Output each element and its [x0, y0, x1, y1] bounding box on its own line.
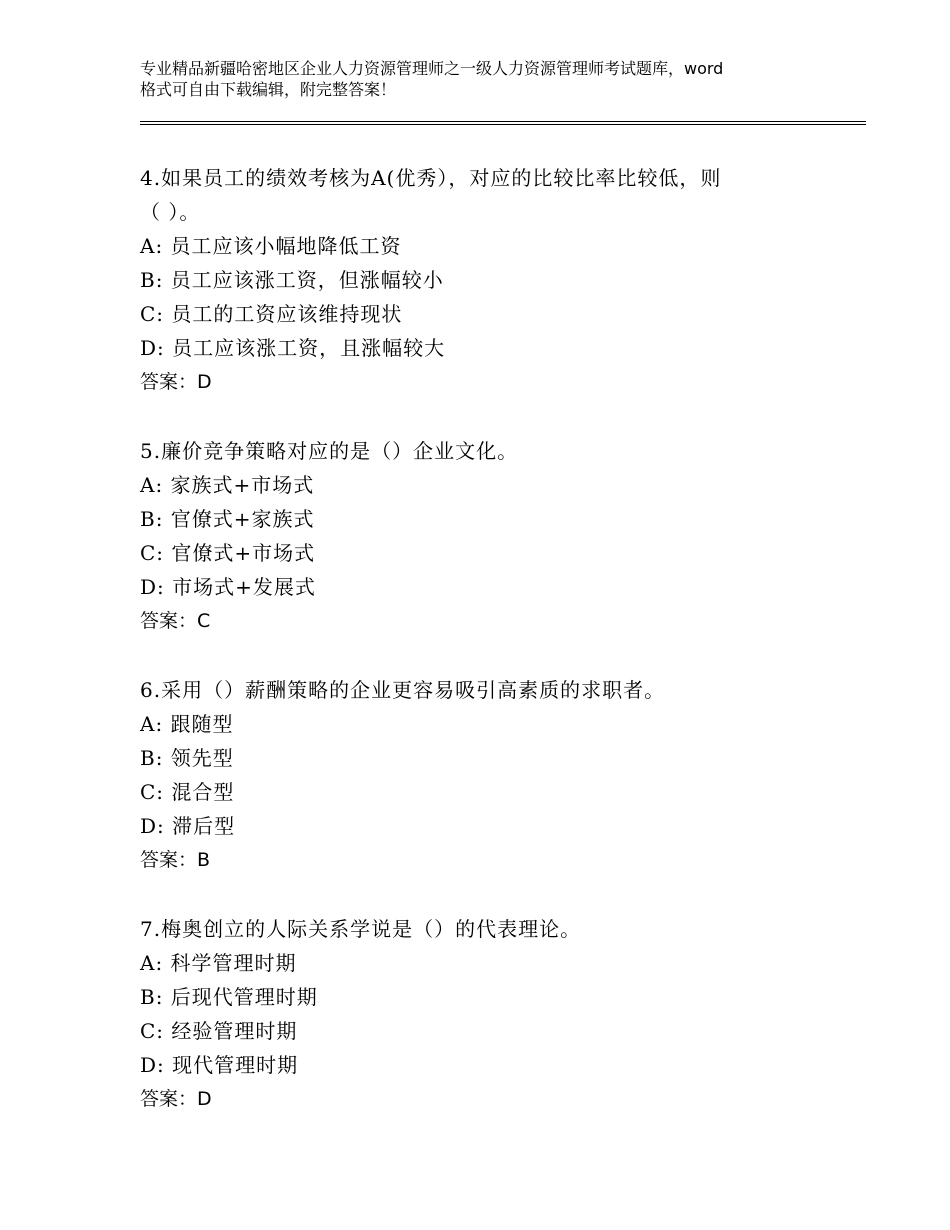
question-7 — [140, 912, 840, 1116]
header-title-line-2: 格式可自由下载编辑，附完整答案！ — [140, 80, 397, 99]
answer: 答案：C — [140, 610, 211, 632]
header-title-line-1: 专业精品新疆哈密地区企业人力资源管理师之一级人力资源管理师考试题库，word — [140, 59, 724, 78]
option-b: B: 后现代管理时期 — [140, 985, 318, 1009]
option-d: D: 现代管理时期 — [140, 1053, 299, 1077]
header-rule-top — [140, 121, 866, 122]
option-a: A: 跟随型 — [140, 712, 234, 736]
option-d: D: 滞后型 — [140, 814, 236, 838]
document-header — [140, 58, 840, 100]
question-stem: 7.梅奥创立的人际关系学说是（）的代表理论。 — [140, 917, 582, 941]
option-c: C: 官僚式+市场式 — [140, 541, 316, 565]
question-6 — [140, 673, 840, 877]
question-stem: 6.采用（）薪酬策略的企业更容易吸引高素质的求职者。 — [140, 678, 666, 702]
question-5 — [140, 434, 840, 638]
option-b: B: 员工应该涨工资，但涨幅较小 — [140, 268, 444, 292]
option-c: C: 混合型 — [140, 780, 235, 804]
question-stem-continued: （ ）。 — [140, 200, 201, 224]
answer: 答案：D — [140, 371, 212, 393]
option-b: B: 官僚式+家族式 — [140, 507, 315, 531]
option-a: A: 家族式+市场式 — [140, 473, 315, 497]
option-a: A: 员工应该小幅地降低工资 — [140, 234, 402, 258]
option-a: A: 科学管理时期 — [140, 951, 297, 975]
question-4 — [140, 161, 840, 399]
header-rule-bottom — [140, 124, 866, 125]
question-stem: 4.如果员工的绩效考核为A(优秀），对应的比较比率比较低，则 — [140, 166, 722, 190]
option-c: C: 经验管理时期 — [140, 1019, 298, 1043]
question-stem: 5.廉价竞争策略对应的是（）企业文化。 — [140, 439, 519, 463]
answer: 答案：D — [140, 1088, 212, 1110]
option-b: B: 领先型 — [140, 746, 234, 770]
option-c: C: 员工的工资应该维持现状 — [140, 302, 403, 326]
option-d: D: 员工应该涨工资，且涨幅较大 — [140, 336, 446, 360]
answer: 答案：B — [140, 849, 211, 871]
option-d: D: 市场式+发展式 — [140, 575, 316, 599]
